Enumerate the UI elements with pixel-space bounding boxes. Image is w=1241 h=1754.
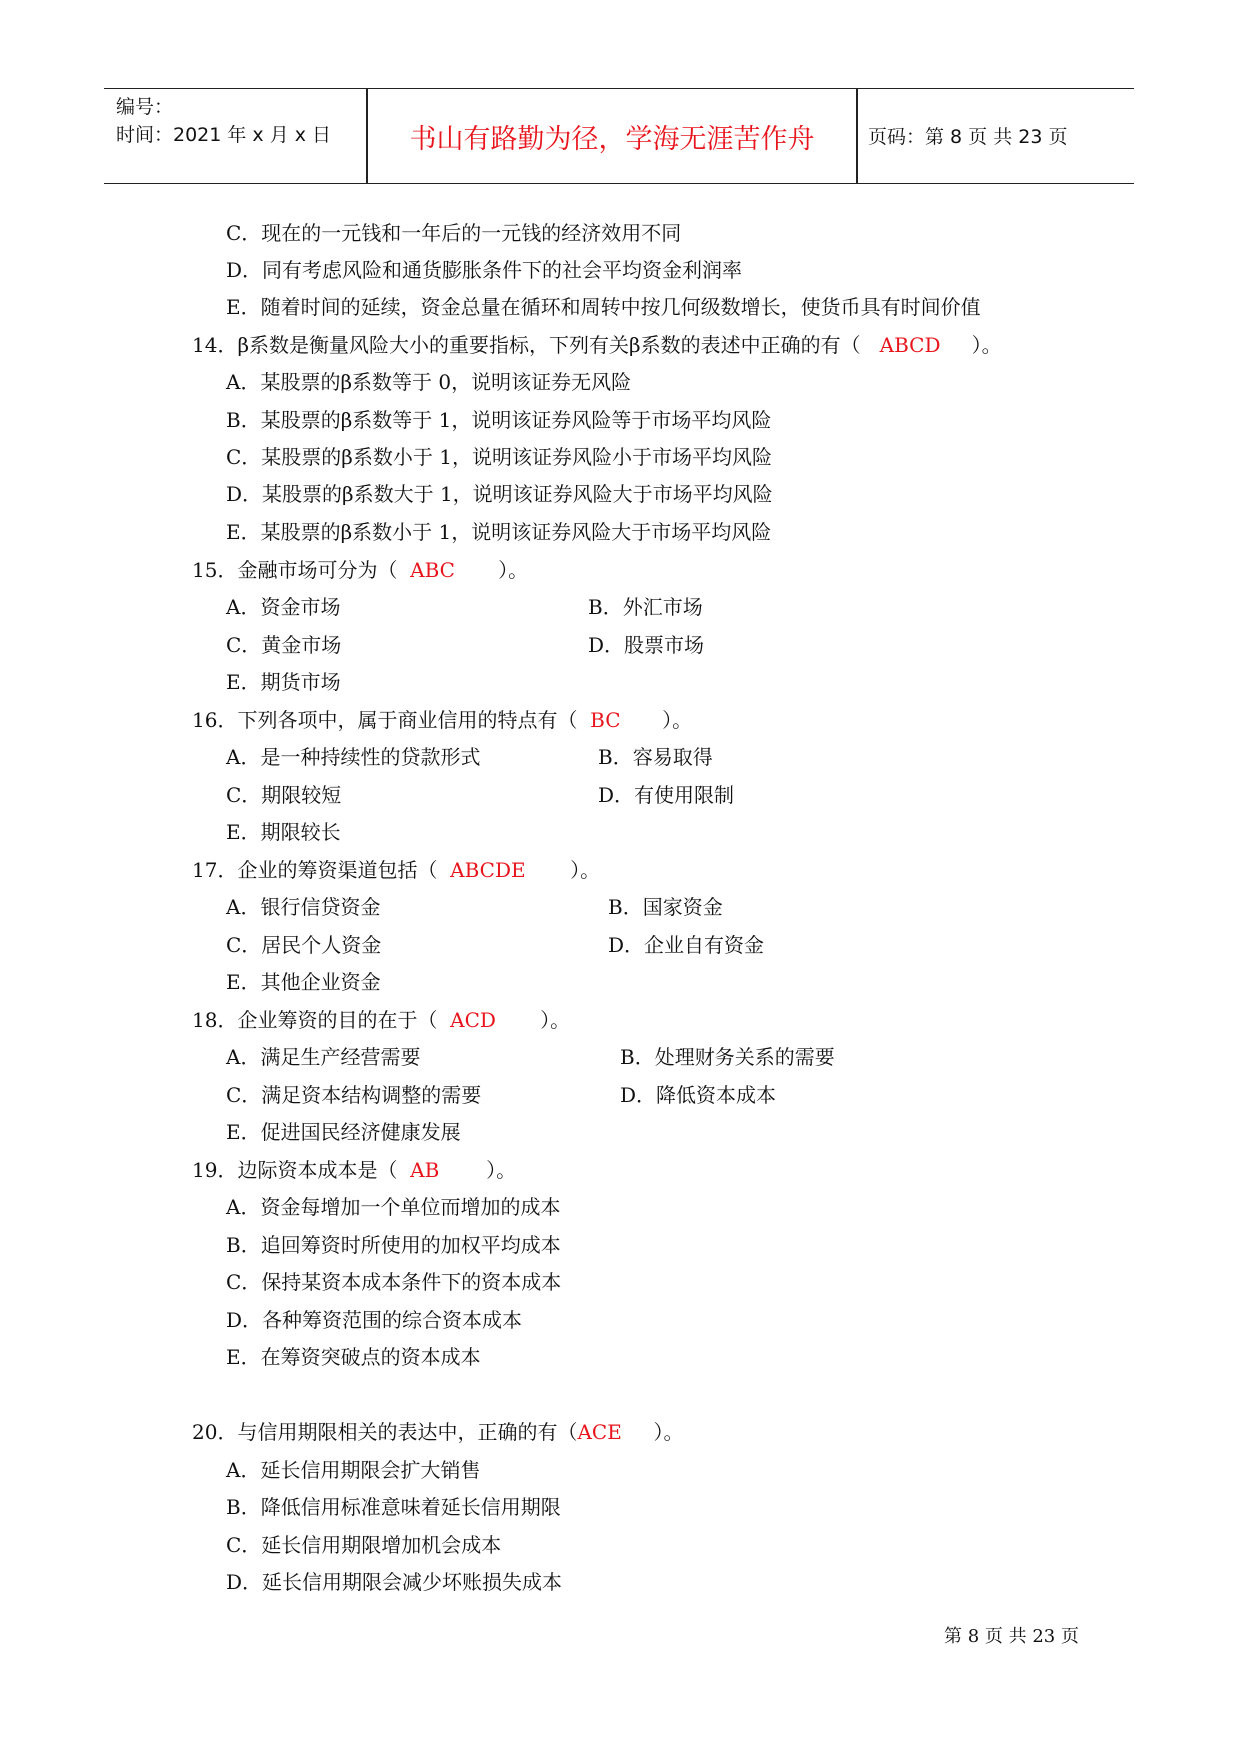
q19-option-e: E．在筹资突破点的资本成本	[226, 1345, 481, 1369]
q19-option-c: C．保持某资本成本条件下的资本成本	[226, 1270, 562, 1294]
q20-stem-end: ）。	[653, 1420, 684, 1444]
q20-answer: ACE	[577, 1420, 622, 1444]
q17-answer: ABCDE	[450, 858, 526, 882]
q13-option-e: E．随着时间的延续，资金总量在循环和周转中按几何级数增长，使货币具有时间价值	[226, 295, 981, 319]
q19-option-d: D．各种筹资范围的综合资本成本	[226, 1308, 523, 1332]
q18-option-a: A．满足生产经营需要	[226, 1045, 421, 1069]
q15-stem-end: ）。	[498, 558, 529, 582]
q16-option-a: A．是一种持续性的贷款形式	[226, 745, 481, 769]
q13-option-c: C．现在的一元钱和一年后的一元钱的经济效用不同	[226, 221, 682, 245]
q20-stem-text: 20．与信用期限相关的表达中，正确的有（	[192, 1420, 578, 1444]
q14-option-c: C．某股票的β系数小于 1，说明该证券风险小于市场平均风险	[226, 445, 772, 469]
q14-stem	[192, 332, 1002, 358]
q14-option-e: E．某股票的β系数小于 1，说明该证券风险大于市场平均风险	[226, 520, 772, 544]
q19-option-a: A．资金每增加一个单位而增加的成本	[226, 1195, 561, 1219]
q16-stem-text: 16．下列各项中，属于商业信用的特点有（	[192, 708, 578, 732]
q18-option-b: B．处理财务关系的需要	[620, 1045, 835, 1069]
q17-option-d: D．企业自有资金	[608, 933, 765, 957]
q15-option-a: A．资金市场	[226, 595, 341, 619]
q16-option-e: E．期限较长	[226, 820, 341, 844]
q15-option-e: E．期货市场	[226, 670, 341, 694]
q19-answer: AB	[410, 1158, 440, 1182]
q16-stem-end: ）。	[662, 708, 693, 732]
q16-option-b: B．容易取得	[598, 745, 713, 769]
q15-option-c: C．黄金市场	[226, 633, 342, 657]
q16-stem	[192, 707, 692, 733]
q20-option-b: B．降低信用标准意味着延长信用期限	[226, 1495, 561, 1519]
q15-answer: ABC	[410, 558, 455, 582]
q14-option-b: B．某股票的β系数等于 1，说明该证券风险等于市场平均风险	[226, 408, 772, 432]
q18-option-d: D．降低资本成本	[620, 1083, 777, 1107]
page-footer: 第 8 页 共 23 页	[944, 1626, 1079, 1647]
q17-stem	[192, 857, 600, 883]
q15-option-b: B．外汇市场	[588, 595, 703, 619]
q14-option-d: D．某股票的β系数大于 1，说明该证券风险大于市场平均风险	[226, 482, 773, 506]
q19-stem-end: ）。	[486, 1158, 517, 1182]
q20-stem	[192, 1419, 683, 1445]
q17-option-e: E．其他企业资金	[226, 970, 381, 994]
q15-stem	[192, 557, 528, 583]
q13-option-d: D．同有考虑风险和通货膨胀条件下的社会平均资金利润率	[226, 258, 743, 282]
q14-stem-end: ）。	[971, 333, 1002, 357]
time-label: 时间：2021 年 x 月 x 日	[116, 124, 332, 146]
serial-label: 编号：	[116, 96, 174, 118]
q18-answer: ACD	[450, 1008, 496, 1032]
q20-option-d: D．延长信用期限会减少坏账损失成本	[226, 1570, 563, 1594]
q18-stem-end: ）。	[540, 1008, 571, 1032]
q18-stem-text: 18．企业筹资的目的在于（	[192, 1008, 438, 1032]
q17-stem-end: ）。	[570, 858, 601, 882]
q17-stem-text: 17．企业的筹资渠道包括（	[192, 858, 438, 882]
q14-option-a: A．某股票的β系数等于 0，说明该证券无风险	[226, 370, 632, 394]
q16-option-c: C．期限较短	[226, 783, 342, 807]
q14-stem-text: 14．β系数是衡量风险大小的重要指标，下列有关β系数的表述中正确的有（	[192, 333, 861, 357]
header-page-number: 页码：第 8 页 共 23 页	[868, 126, 1068, 148]
q19-option-b: B．追回筹资时所使用的加权平均成本	[226, 1233, 561, 1257]
q19-stem	[192, 1157, 516, 1183]
q16-answer: BC	[590, 708, 621, 732]
q20-option-a: A．延长信用期限会扩大销售	[226, 1458, 481, 1482]
q17-option-b: B．国家资金	[608, 895, 723, 919]
q16-option-d: D．有使用限制	[598, 783, 735, 807]
q19-stem-text: 19．边际资本成本是（	[192, 1158, 398, 1182]
q20-option-c: C．延长信用期限增加机会成本	[226, 1533, 502, 1557]
q18-stem	[192, 1007, 570, 1033]
q15-option-d: D．股票市场	[588, 633, 705, 657]
q14-answer: ABCD	[879, 333, 941, 357]
q18-option-e: E．促进国民经济健康发展	[226, 1120, 461, 1144]
q15-stem-text: 15．金融市场可分为（	[192, 558, 398, 582]
q17-option-a: A．银行信贷资金	[226, 895, 381, 919]
header-motto: 书山有路勤为径，学海无涯苦作舟	[409, 124, 815, 155]
q18-option-c: C．满足资本结构调整的需要	[226, 1083, 482, 1107]
q17-option-c: C．居民个人资金	[226, 933, 382, 957]
